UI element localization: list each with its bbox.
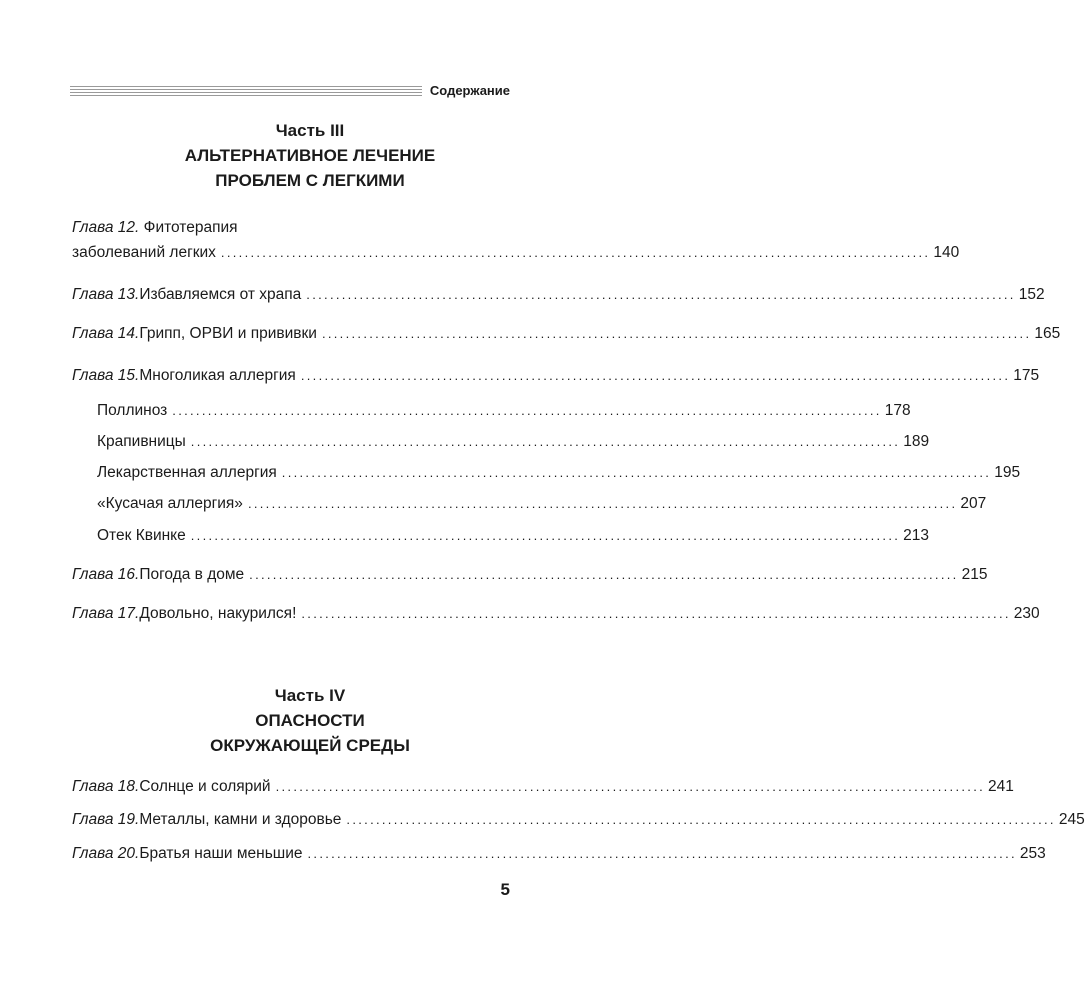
toc-subentry-biting-allergy[interactable] [97, 493, 987, 515]
page-ref: 152 [1018, 286, 1045, 303]
leader-dots: ........................................................................................................................ [306, 287, 1016, 302]
section-title: Крапивницы [97, 433, 186, 450]
page-ref: 140 [933, 244, 960, 261]
chapter-title: Избавляемся от храпа [139, 286, 302, 303]
leader-dots: ........................................................................................................................ [307, 846, 1017, 861]
toc-entry-ch12-line1[interactable] [72, 217, 512, 239]
leader-dots: ........................................................................................................................ [281, 465, 992, 480]
header-rule [70, 86, 422, 98]
part3-heading [0, 118, 620, 193]
running-header [70, 80, 510, 102]
chapter-title: Погода в доме [139, 566, 245, 583]
chapter-title: Многоликая аллергия [139, 367, 296, 384]
leader-dots: ........................................................................................................................ [190, 434, 901, 449]
section-title: Лекарственная аллергия [97, 464, 277, 481]
section-title: Поллиноз [97, 402, 168, 419]
page-ref: 230 [1013, 605, 1040, 622]
page-ref: 178 [884, 402, 911, 419]
leader-dots: ........................................................................................................................ [321, 326, 1032, 341]
leader-dots: ........................................................................................................................ [172, 403, 882, 418]
chapter-label: Глава 17. [72, 605, 140, 622]
leader-dots: ........................................................................................................................ [300, 368, 1011, 383]
part4-title-line1: ОПАСНОСТИ [255, 711, 365, 730]
page-ref: 195 [994, 464, 1021, 481]
page-ref: 253 [1019, 845, 1046, 862]
leader-dots: ........................................................................................................................ [190, 528, 901, 543]
page-ref: 241 [988, 778, 1014, 795]
chapter-label: Глава 20. [72, 845, 140, 862]
leader-dots: ........................................................................................................................ [249, 567, 959, 582]
chapter-title: Фитотерапия [143, 219, 238, 236]
page-ref: 207 [960, 495, 987, 512]
part3-label: Часть III [275, 121, 345, 140]
chapter-label: Глава 12. [72, 219, 140, 236]
page-ref: 213 [903, 527, 930, 544]
chapter-title: Довольно, накурился! [139, 605, 297, 622]
section-title: «Кусачая аллергия» [97, 495, 243, 512]
toc-entry-ch20[interactable] [72, 843, 1046, 865]
chapter-label: Глава 14. [72, 325, 140, 342]
toc-subentry-urticaria[interactable] [97, 431, 930, 453]
leader-dots: ........................................................................................................................ [301, 606, 1011, 621]
page-ref: 189 [903, 433, 930, 450]
chapter-title: Братья наши меньшие [139, 845, 303, 862]
toc-entry-ch15[interactable] [72, 365, 1040, 387]
toc-subentry-pollinosis[interactable] [97, 400, 911, 422]
toc-entry-ch17[interactable] [72, 603, 1040, 625]
toc-entry-ch16[interactable] [72, 564, 988, 586]
toc-entry-ch12-line2[interactable] [72, 242, 960, 264]
leader-dots: ........................................................................................................................ [346, 812, 1056, 827]
running-title: Содержание [429, 83, 510, 98]
leader-dots: ........................................................................................................................ [247, 496, 958, 511]
part3-title-line2: ПРОБЛЕМ С ЛЕГКИМИ [215, 171, 405, 190]
page-ref: 215 [961, 566, 988, 583]
chapter-label: Глава 13. [72, 286, 140, 303]
part3-title-line1: АЛЬТЕРНАТИВНОЕ ЛЕЧЕНИЕ [184, 146, 436, 165]
section-title: Отек Квинке [97, 527, 186, 544]
chapter-title: Металлы, камни и здоровье [139, 811, 342, 828]
toc-subentry-quincke-edema[interactable] [97, 525, 930, 547]
chapter-label: Глава 15. [72, 367, 140, 384]
page-number: 5 [500, 880, 510, 899]
toc-entry-ch14[interactable] [72, 323, 1061, 345]
part4-title-line2: ОКРУЖАЮЩЕЙ СРЕДЫ [210, 736, 410, 755]
toc-subentry-drug-allergy[interactable] [97, 462, 1021, 484]
toc-entry-ch19[interactable] [72, 809, 1085, 831]
part4-heading [0, 683, 620, 758]
chapter-label: Глава 19. [72, 811, 140, 828]
page-ref: 175 [1013, 367, 1040, 384]
toc-entry-ch18[interactable] [72, 776, 1014, 798]
leader-dots: ........................................................................................................................ [275, 779, 986, 794]
part4-label: Часть IV [274, 686, 346, 705]
chapter-title: Солнце и солярий [139, 778, 271, 795]
chapter-title-cont: заболеваний легких [72, 244, 216, 261]
chapter-title: Грипп, ОРВИ и прививки [139, 325, 317, 342]
page-ref: 245 [1058, 811, 1085, 828]
leader-dots: ........................................................................................................................ [220, 245, 931, 260]
page-ref: 165 [1034, 325, 1061, 342]
chapter-label: Глава 18. [72, 778, 140, 795]
chapter-label: Глава 16. [72, 566, 140, 583]
toc-entry-ch13[interactable] [72, 284, 1045, 306]
